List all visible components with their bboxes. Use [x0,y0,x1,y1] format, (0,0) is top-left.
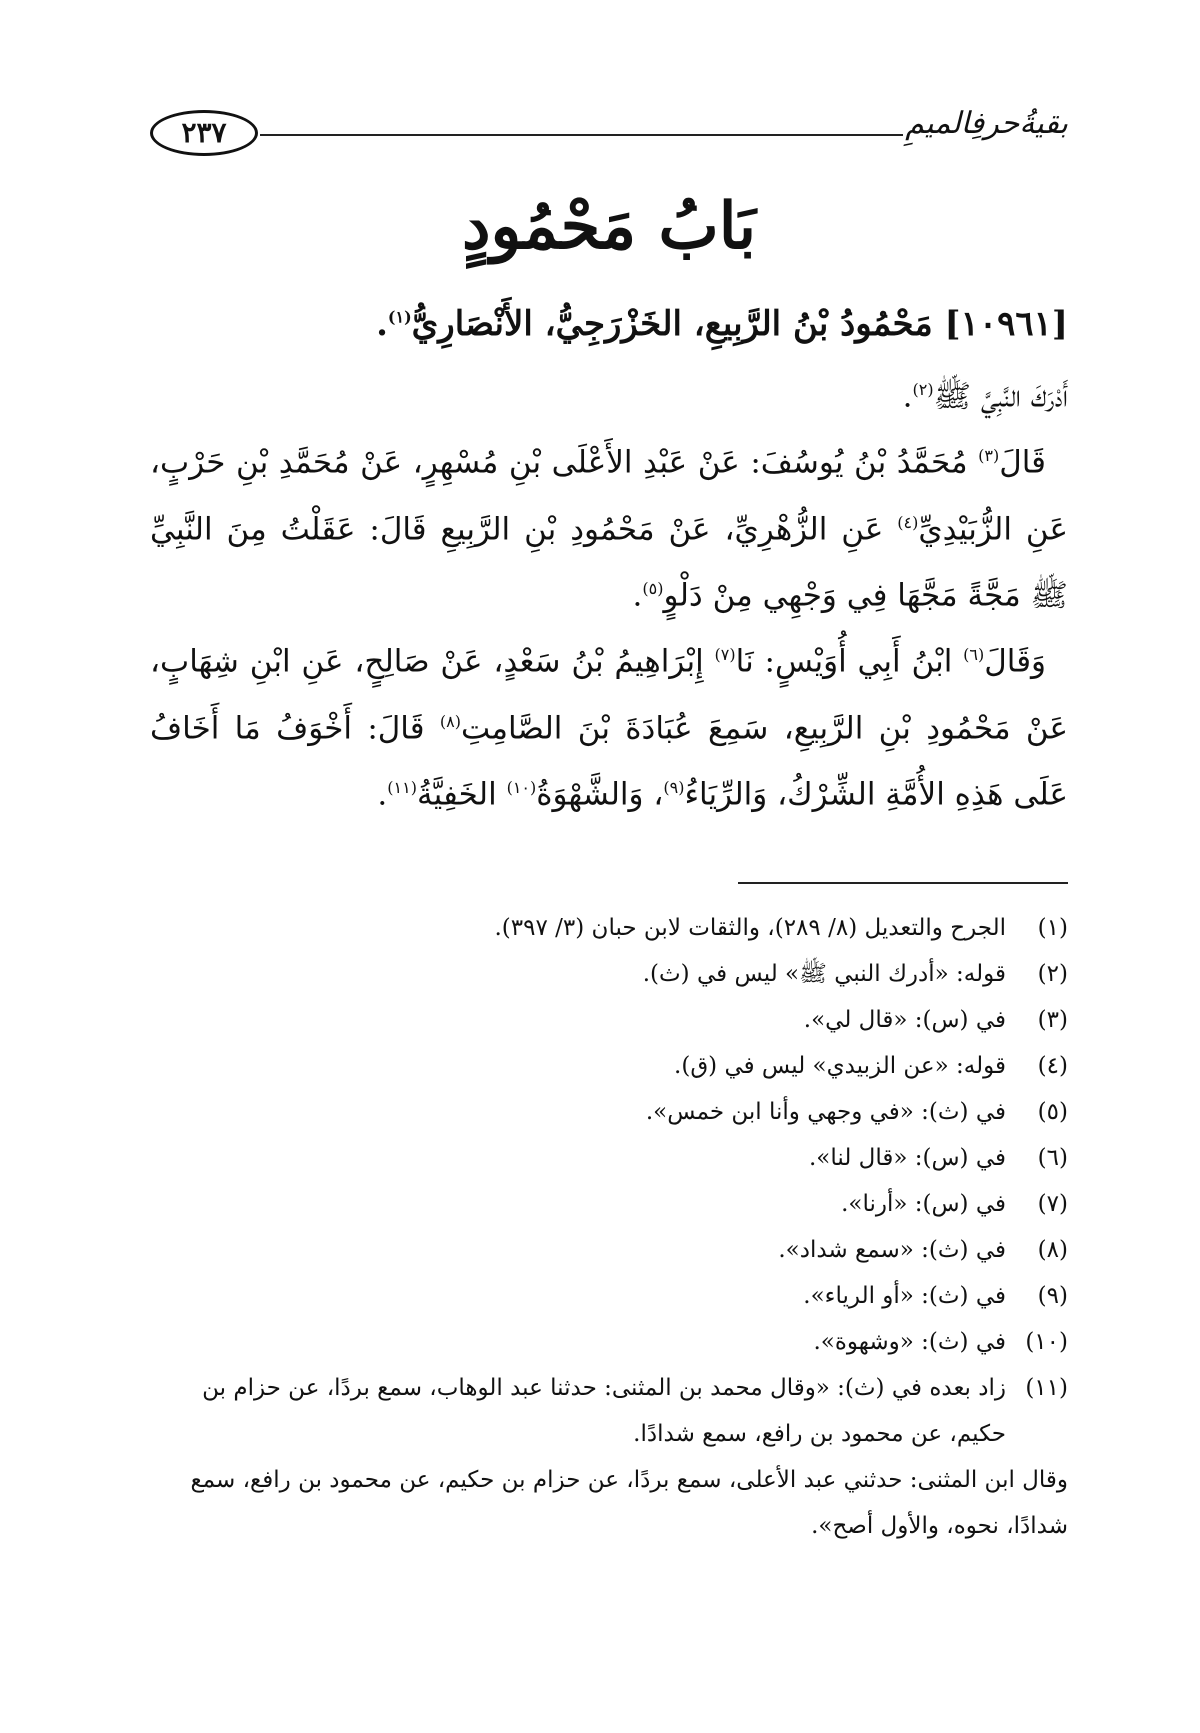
paragraph-text: عَنِ الزُّهْرِيِّ، عَنْ مَحْمُودِ بْنِ الرَّبِيعِ قَالَ: عَقَلْتُ مِنَ النَّبِيِّ ﷺ مَجَّةً مَجَّهَا فِي وَجْهِي مِنْ دَلْوٍ [150,510,1068,614]
paragraph-text: وَقَالَ [984,643,1046,680]
running-title: بقيةُحرفِالميمِ [905,106,1068,141]
entry-heading [150,296,1068,354]
footnote-ref: (٨) [439,711,461,731]
paragraph-text: إِبْرَاهِيمُ بْنُ سَعْدٍ، عَنْ صَالِحٍ، عَنِ ابْنِ شِهَابٍ، عَنْ مَحْمُودِ بْنِ الرَّبِيعِ، سَمِعَ عُبَادَةَ بْنَ الصَّامِتِ [150,643,1069,746]
footnote-text: زاد بعده في (ث): «وقال محمد بن المثنى: حدثنا عبد الوهاب، سمع بردًا، عن حزام بن حكيم، عن محمود بن رافع، سمع شدادًا. [202,1375,1006,1447]
footnote-number: (٦) [1037,1145,1068,1171]
paragraph-text: أَدْرَكَ النَّبِيَّ ﷺ [933,378,1068,415]
paragraph-text: الخَفِيَّةُ [416,776,507,813]
footnote-item [150,1043,1068,1089]
footnote-item [150,997,1068,1043]
paragraph-text: . [632,577,643,614]
footnote-text: في (ث): «سمع شداد». [778,1237,1006,1263]
footnote-item [150,1227,1068,1273]
footnote-item [150,1135,1068,1181]
footnote-ref: (١١) [387,777,417,797]
footnote-number: (٢) [1037,961,1068,987]
footnote-text: قوله: «أدرك النبي ﷺ» ليس في (ث). [642,961,1006,987]
header-rule [260,134,903,136]
footnote-continuation: وقال ابن المثنى: حدثني عبد الأعلى، سمع بردًا، عن حزام بن حكيم، عن محمود بن رافع، سمع شدادًا، نحوه، والأول أصح». [190,1467,1068,1539]
footnote-number: (١) [1037,915,1068,941]
chapter-title: بَابُ مَحْمُودٍ [462,189,756,264]
footnotes [150,905,1068,1549]
footnote-number: (٨) [1037,1237,1068,1263]
footnote-text: الجرح والتعديل (٨/ ٢٨٩)، والثقات لابن حبان (٣/ ٣٩٧). [494,915,1006,941]
page-number: ٢٣٧ [150,110,258,156]
footnote-text: في (ث): «وشهوة». [813,1329,1006,1355]
paragraph-text: ابْنُ أَبِي أُوَيْسٍ: نَا [735,643,964,680]
paragraph-text: . [377,776,388,813]
footnote-ref: (٩) [663,777,685,797]
main-text [150,360,1068,824]
footnote-ref: (٢) [912,380,934,399]
footnote-text: في (ث): «في وجهي وأنا ابن خمس». [645,1099,1006,1125]
footnote-number: (٤) [1037,1053,1068,1079]
footnote-item [150,1365,1068,1457]
footnote-ref: (١٠) [506,777,537,797]
footnote-ref: (٤) [897,512,919,532]
paragraph-text: قَالَ: أَخْوَفُ مَا أَخَافُ عَلَى هَذِهِ الأُمَّةِ الشِّرْكُ، وَالرِّيَاءُ [150,709,1068,813]
footnote-number: (٣) [1037,1007,1068,1033]
footnote-ref: (١) [387,307,412,327]
footnote-text: في (س): «قال لي». [803,1007,1006,1033]
entry-heading-text: [١٠٩٦١] مَحْمُودُ بْنُ الرَّبِيعِ، الخَزْرَجِيُّ، الأَنْصَارِيُّ [411,304,1068,344]
footnote-ref: (٥) [642,578,664,598]
footnote-item [150,905,1068,951]
footnote-text: قوله: «عن الزبيدي» ليس في (ق). [674,1053,1006,1079]
footnote-number: (١٠) [1025,1329,1068,1355]
paragraph [150,625,1068,824]
footnote-text: في (س): «أرنا». [841,1191,1006,1217]
footnote-item [150,951,1068,997]
footnote-separator [738,882,1068,884]
paragraph-text: ، وَالشَّهْوَةُ [536,776,664,813]
footnote-ref: (٦) [963,645,985,665]
footnote-number: (٥) [1037,1099,1068,1125]
paragraph [150,426,1068,625]
page-header [150,100,1068,160]
paragraph-text: مُحَمَّدُ بْنُ يُوسُفَ: عَنْ عَبْدِ الأَعْلَى بْنِ مُسْهِرٍ، عَنْ مُحَمَّدِ بْنِ حَرْبٍ، عَنِ الزُّبَيْدِيِّ [150,444,1068,547]
footnote-ref: (٣) [978,446,1000,466]
entry-heading-end: . [376,304,388,344]
paragraph-text: . [902,378,913,415]
footnote-ref: (٧) [714,645,736,665]
footnote-text: في (ث): «أو الرياء». [803,1283,1006,1309]
footnote-item [150,1181,1068,1227]
footnote-number: (٩) [1037,1283,1068,1309]
paragraph-text: قَالَ [999,444,1046,481]
footnote-item [150,1089,1068,1135]
footnote-item [150,1319,1068,1365]
footnote-text: في (س): «قال لنا». [809,1145,1006,1171]
footnote-item [150,1273,1068,1319]
paragraph [150,360,1068,426]
footnote-number: (٧) [1037,1191,1068,1217]
footnote-number: (١١) [1025,1375,1068,1401]
